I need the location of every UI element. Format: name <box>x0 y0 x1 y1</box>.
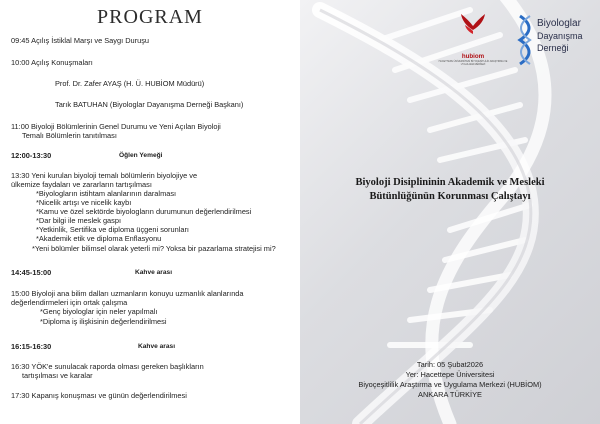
schedule-line-1100-cont: Temalı Bölümlerin tanıtılması <box>22 131 117 140</box>
schedule-line-1630-cont: tartışılması ve karalar <box>22 371 93 380</box>
program-title: PROGRAM <box>97 6 203 28</box>
schedule-line-1500-cont: değerlendirmeleri için ortak çalışma <box>11 298 128 307</box>
schedule-line-1100: 11:00 Biyoloji Bölümlerinin Genel Durumu ve Yeni Açılan Biyoloji <box>11 122 221 131</box>
schedule-line-1730: 17:30 Kapanış konuşması ve günün değerlendirilmesi <box>11 391 187 400</box>
schedule-line-1330: 13:30 Yeni kurulan biyoloji temalı bölümlerin biyolojiye ve <box>11 171 198 180</box>
schedule-line-speeches: 10:00 Açılış Konuşmaları <box>11 58 93 67</box>
event-center: Biyoçeşitlilik Araştırma ve Uygulama Merkezi (HUBİOM) <box>358 380 542 389</box>
speaker-line-2: Tarık BATUHAN (Biyologlar Dayanışma Derneği Başkanı) <box>55 100 244 109</box>
bullet-item: *Kamu ve özel sektörde biyologların durumunun değerlendirilmesi <box>36 207 252 216</box>
schedule-line-1330-cont: ülkemize faydaları ve zararların tartışılması <box>11 180 152 189</box>
association-name-line3: Derneği <box>537 43 569 53</box>
bullet-item: *Yeni bölümler bilimsel olarak yeterli mi? Yoksa bir pazarlama stratejisi mi? <box>32 244 276 253</box>
bullet-item: *Biyologların istihtam alanlarının daralması <box>36 189 177 198</box>
hubiom-logo-icon <box>458 12 488 52</box>
coffee-break-label: Kahve arası <box>135 269 173 276</box>
event-city: ANKARA TÜRKİYE <box>418 390 482 399</box>
bullet-item: *Yetkinlik, Sertifika ve diploma üçgeni sorunları <box>36 225 189 234</box>
hubiom-tagline: HACETTEPE ÜNİVERSİTESİ BİYOÇEŞİTLİLİK ARAŞTIRMA VE UYGULAMA MERKEZİ <box>438 60 508 66</box>
cover-panel <box>300 0 600 424</box>
event-date: Tarih: 05 Şubat2026 <box>416 360 484 369</box>
hubiom-name: hubiom <box>461 53 485 60</box>
schedule-line-1630: 16:30 YÖK'e sunulacak raporda olması gereken başlıkların <box>11 362 204 371</box>
schedule-coffee-time-1: 14:45-15:00 <box>11 268 52 277</box>
association-name-line1: Biyologlar <box>537 18 581 29</box>
bullet-item: *Dar bilgi ile meslek gaspı <box>36 216 122 225</box>
speaker-line-1: Prof. Dr. Zafer AYAŞ (H. Ü. HUBİOM Müdürü) <box>55 79 205 88</box>
bullet-item: *Nicelik artışı ve nicelik kaybı <box>36 198 132 207</box>
workshop-title: Biyoloji Disiplininin Akademik ve Mesleki Bütünlüğünün Korunması Çalıştayı <box>355 177 545 202</box>
bullet-item: *Diploma iş ilişkisinin değerlendirilmesi <box>40 317 167 326</box>
association-name-line2: Dayanışma <box>537 31 583 41</box>
schedule-line-1500: 15:00 Biyoloji ana bilim dalları uzmanların konuyu uzmanlık alanlarında <box>11 289 244 298</box>
lunch-label: Öğlen Yemeği <box>119 152 163 159</box>
bullet-item: *Akademik etik ve diploma Enflasyonu <box>36 234 162 243</box>
schedule-lunch-time: 12:00-13:30 <box>11 151 52 160</box>
schedule-coffee-time-2: 16:15-16:30 <box>11 342 52 351</box>
association-logo-icon <box>516 14 534 66</box>
schedule-line-opening: 09:45 Açılış İstiklal Marşı ve Saygı Duruşu <box>11 36 150 45</box>
coffee-break-label: Kahve arası <box>138 343 176 350</box>
bullet-item: *Genç biyologlar için neler yapılmalı <box>40 307 158 316</box>
event-place: Yer: Hacettepe Üniversitesi <box>405 370 495 379</box>
